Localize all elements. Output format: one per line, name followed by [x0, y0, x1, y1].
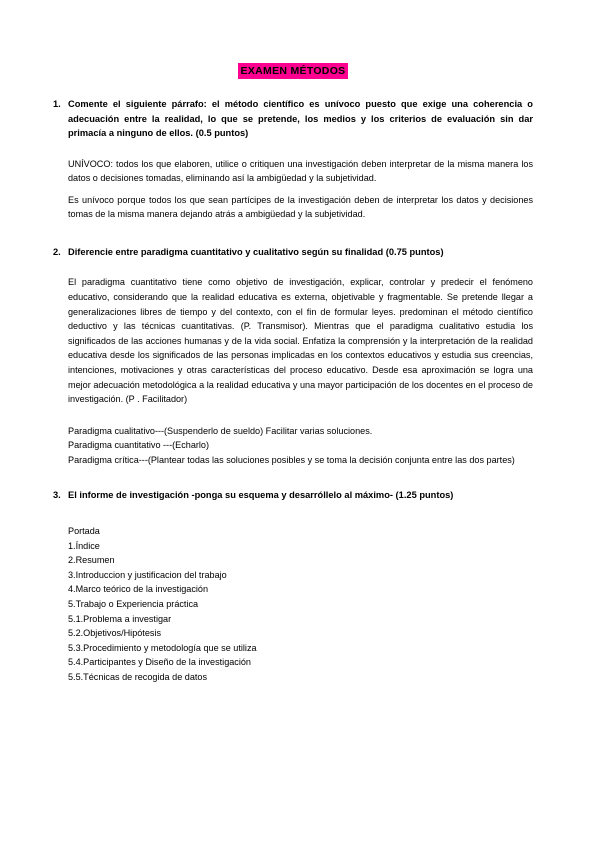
spacer [53, 265, 533, 275]
question-1-text: Comente el siguiente párrafo: el método científico es unívoco puesto que exige una coherencia o adecuación entre la realidad, lo que se pretende, los medios y los criterios de evaluación sin dar primacía a ninguno de ellos. (0.5 puntos) [68, 99, 533, 138]
list-item: 5.Trabajo o Experiencia práctica [68, 598, 199, 609]
answer-1 [68, 157, 533, 222]
list-item: 5.4.Participantes y Diseño de la investigación [68, 657, 251, 668]
question-1 [53, 97, 533, 141]
page-title: EXAMEN MÉTODOS [238, 63, 349, 79]
document-content [53, 62, 533, 685]
spacer [53, 508, 533, 524]
report-outline [68, 524, 533, 685]
question-3-text: El informe de investigación -ponga su esquema y desarróllelo al máximo- (1.25 puntos) [68, 489, 454, 500]
list-item: Paradigma crítica---(Plantear todas las soluciones posibles y se toma la decisión conjunta entre las dos partes) [68, 454, 515, 465]
question-2 [53, 245, 533, 260]
question-1-number: 1. [53, 99, 61, 109]
list-item: 5.3.Procedimiento y metodología que se utiliza [68, 642, 257, 653]
answer-2 [68, 275, 533, 467]
spacer [68, 414, 533, 424]
spacer [53, 468, 533, 488]
question-3 [53, 488, 533, 503]
document-title-row [53, 62, 533, 79]
question-2-number: 2. [53, 246, 61, 257]
list-item: 3.Introduccion y justificacion del trabajo [68, 569, 227, 580]
question-2-text: Diferencie entre paradigma cuantitativo y cualitativo según su finalidad (0.75 puntos) [68, 246, 444, 257]
list-item: 5.5.Técnicas de recogida de datos [68, 671, 208, 682]
answer-3 [68, 524, 533, 685]
answer-2-paragraph-1: El paradigma cuantitativo tiene como objetivo de investigación, explicar, controlar y predecir el fenómeno educativo, considerando que la realidad educativa es externa, objetivable y fragmentable. Se pretende llegar a generalizaciones libres de tiempo y del contexto, con el fin de formular leyes. predominan el método científico deductivo y las técnicas cuantitativas. (P. Transmisor). Mientras que el paradigma cualitativo estudia los significados de las acciones humanas y de la vida social. Enfatiza la comprensión y la interpretación de la realidad educativa desde los significados de las personas implicadas en los contextos educativos y estudia sus creencias, intenciones, motivaciones y otras características del proceso educativo. Desde esa aproximación se logra una mejor adecuación metodológica a la realidad educativa y una mayor participación de los docentes en el proceso de investigación. (P . Facilitador) [68, 277, 533, 405]
list-item: 4.Marco teórico de la investigación [68, 584, 209, 595]
paradigm-list [68, 424, 533, 468]
spacer [53, 147, 533, 157]
list-item: 2.Resumen [68, 555, 115, 566]
list-item: 5.1.Problema a investigar [68, 613, 172, 624]
list-item: Paradigma cuantitativo ---(Echarlo) [68, 440, 210, 451]
list-item: 5.2.Objetivos/Hipótesis [68, 628, 162, 639]
list-item: Paradigma cualitativo---(Suspenderlo de sueldo) Facilitar varias soluciones. [68, 425, 373, 436]
question-3-number: 3. [53, 489, 61, 500]
list-item: 1.Índice [68, 540, 100, 551]
list-item: Portada [68, 526, 100, 536]
answer-1-paragraph-2: Es unívoco porque todos los que sean partícipes de la investigación deben de interpretar los datos y decisiones tomas de la misma manera dejando atrás a ambigüedad y la subjetividad. [68, 194, 533, 220]
spacer [53, 229, 533, 245]
answer-1-paragraph-1: UNÍVOCO: todos los que elaboren, utilice o critiquen una investigación deben interpretar de la misma manera los datos o decisiones tomadas, eliminando así la ambigüedad y la subjetividad. [68, 158, 533, 184]
